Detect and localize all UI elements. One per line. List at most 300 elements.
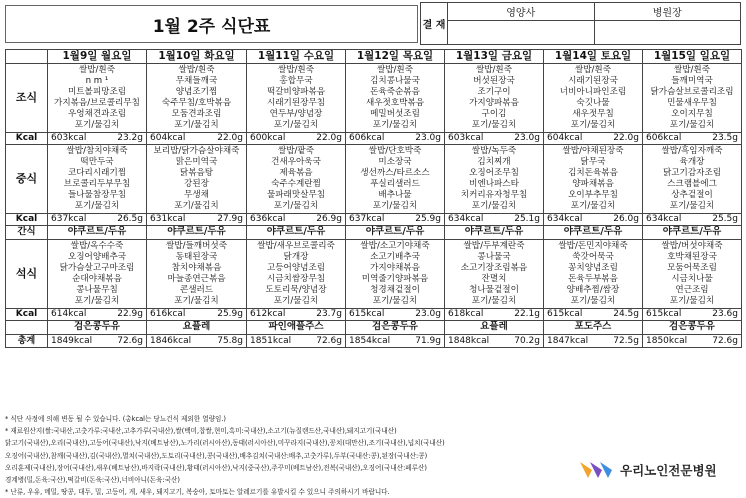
kcal-values — [445, 133, 543, 144]
approval-sign-director[interactable] — [594, 21, 741, 45]
menu-item: 시래기된장국 — [568, 76, 618, 87]
total-kcal: 1850kcal — [646, 335, 688, 346]
menu-item: 가지볶음/브로콜리무침 — [54, 98, 140, 108]
kcal-value: 634kcal — [448, 214, 484, 225]
extras-row — [6, 321, 742, 335]
menu-item: 메밀버섯조림 — [370, 108, 420, 119]
total-protein: 72.6g — [316, 335, 342, 346]
menu-item: 모둠어묵조림 — [667, 263, 717, 274]
kcal-values — [147, 214, 246, 225]
kcal-values — [346, 133, 444, 144]
menu-item: 동태된장국 — [175, 252, 218, 263]
menu-item: 포기/물김치 — [471, 119, 517, 130]
kcal-value: 616kcal — [150, 309, 186, 320]
dinner-menu-cell — [48, 240, 147, 309]
snack-cell: 야쿠르트/두유 — [147, 226, 247, 240]
menu-item: 양파채볶음 — [572, 179, 614, 189]
corner-cell — [6, 50, 48, 64]
breakfast-kcal-cell — [643, 133, 742, 145]
protein-value: 23.7g — [316, 309, 342, 320]
protein-value: 27.9g — [217, 214, 243, 225]
dinner-kcal-cell — [544, 309, 643, 321]
total-kcal: 1851kcal — [250, 335, 292, 346]
day-header: 1월15일 일요일 — [643, 50, 742, 64]
breakfast-kcal-row — [6, 133, 742, 145]
menu-item: 우엉채견과조림 — [67, 108, 127, 119]
menu-item: 쌀밥/흑임자깨죽 — [661, 146, 723, 157]
protein-value: 22.0g — [316, 133, 342, 144]
dinner-menu-cell — [643, 240, 742, 309]
menu-item: 새우젓호박볶음 — [365, 98, 425, 108]
menu-item: 쌀밥/돈민지야채죽 — [558, 241, 628, 252]
breakfast-kcal-cell — [48, 133, 147, 145]
menu-item: 포기/물김치 — [669, 119, 715, 130]
menu-item: 포기/물김치 — [372, 295, 418, 306]
total-values — [643, 336, 741, 347]
protein-value: 23.2g — [117, 133, 143, 144]
total-kcal: 1846kcal — [150, 335, 192, 346]
dinner-menu-cell — [247, 240, 346, 309]
kcal-value: 631kcal — [150, 214, 186, 225]
menu-item: 쌀밥/흰죽 — [277, 65, 315, 76]
menu-item: 호박채된장국 — [667, 252, 717, 263]
kcal-values — [48, 133, 146, 144]
extras-cell: 검은콩두유 — [346, 321, 445, 335]
total-values — [147, 336, 246, 347]
menu-item: 쌀밥/들깨버섯죽 — [165, 241, 227, 252]
menu-item: 포기/물김치 — [570, 295, 616, 306]
menu-item: 미트볼피망조림 — [67, 87, 127, 98]
menu-item: 돈육두부볶음 — [568, 274, 618, 284]
menu-item: 푸실리샐러드 — [370, 179, 420, 189]
dinner-menu-cell — [346, 240, 445, 309]
note-line: * 식단 사정에 의해 변동 될 수 있습니다. (총kcal는 당뇨건식 제외한 열량임.) — [5, 415, 226, 423]
menu-item: 맑은미역국 — [175, 157, 218, 168]
total-kcal: 1847kcal — [547, 335, 589, 346]
total-kcal: 1848kcal — [448, 335, 490, 346]
approval-box — [420, 2, 741, 45]
menu-item: 브로콜리두부무침 — [63, 179, 131, 189]
dinner-kcal-row — [6, 309, 742, 321]
menu-item: 쌀밥/녹두죽 — [471, 146, 517, 157]
total-protein: 70.2g — [514, 335, 540, 346]
protein-value: 23.0g — [514, 133, 540, 144]
menu-item: 쌀밥/참치야채죽 — [66, 146, 128, 157]
kcal-values — [247, 133, 345, 144]
protein-value: 23.5g — [712, 133, 738, 144]
menu-item: 포기/물김치 — [273, 295, 319, 306]
menu-item: 오이지무침 — [671, 108, 713, 119]
menu-item: 건새우아욱국 — [271, 157, 321, 168]
lunch-kcal-row — [6, 214, 742, 226]
kcal-value: 615kcal — [646, 309, 682, 320]
breakfast-kcal-cell — [247, 133, 346, 145]
note-line: 경계병(밀,돈육:국산),떡갈비(돈육:국산),너비아니(돈육:국산) — [5, 476, 180, 485]
menu-item: 포기/물김치 — [174, 200, 219, 211]
menu-item: 포기/물김치 — [273, 119, 319, 130]
menu-item: 포기/물김치 — [570, 200, 616, 211]
menu-item: 쌀밥/흰죽 — [376, 65, 414, 76]
extras-cell: 요플레 — [147, 321, 247, 335]
menu-item: 포기/물김치 — [74, 119, 120, 130]
menu-item: 닭가슴살브로콜리조림 — [650, 87, 734, 98]
kcal-values — [346, 214, 444, 225]
menu-item: 쌀밥/흰죽 — [78, 65, 116, 76]
total-values — [346, 336, 444, 347]
kcal-values — [48, 309, 146, 320]
kcal-value: 618kcal — [448, 309, 484, 320]
note-line: 오징어(국내산),참깨(국내산),김(국내산),멸치(국내산),도토리(국내산),콩(국내산),배추김치(국내산:배추,고춧가루),두부(국내산:콩),된장(국내산:콩) — [5, 451, 428, 460]
menu-item: 미소장국 — [378, 157, 412, 168]
total-values — [445, 336, 543, 347]
lunch-menu-cell — [544, 145, 643, 214]
dinner-menu-cell — [147, 240, 247, 309]
menu-item: 들깨미역국 — [671, 76, 713, 87]
extras-label-cell — [6, 321, 48, 335]
kcal-value: 634kcal — [646, 214, 682, 225]
snack-cell: 야쿠르트/두유 — [247, 226, 346, 240]
menu-item: 스크램블에그 — [667, 179, 717, 189]
total-cell — [247, 335, 346, 348]
menu-item: 포기/물김치 — [372, 200, 418, 211]
breakfast-kcal-cell — [147, 133, 247, 145]
menu-item: 연근조림 — [675, 284, 709, 295]
menu-table — [5, 49, 742, 348]
kcal-value: 600kcal — [250, 133, 286, 144]
kcal-value: 603kcal — [448, 133, 484, 144]
protein-value: 26.5g — [117, 214, 143, 225]
menu-item: 쌀밥/흰죽 — [574, 65, 612, 76]
protein-value: 25.9g — [415, 214, 441, 225]
protein-value: 26.0g — [613, 214, 639, 225]
menu-item: 쌀밥/야채된장죽 — [562, 146, 624, 157]
breakfast-menu-cell — [247, 64, 346, 133]
total-kcal: 1854kcal — [349, 335, 391, 346]
kcal-values — [147, 309, 246, 320]
total-cell — [346, 335, 445, 348]
approval-label: 결 재 — [421, 3, 448, 45]
breakfast-kcal-cell — [346, 133, 445, 145]
kcal-value: 604kcal — [547, 133, 583, 144]
day-header: 1월10일 화요일 — [147, 50, 247, 64]
total-cell — [544, 335, 643, 348]
menu-item: 쌀밥/새우브로콜리죽 — [257, 241, 335, 252]
dinner-kcal-cell — [147, 309, 247, 321]
menu-item: 너비아니파인조림 — [559, 87, 627, 98]
dinner-kcal-cell — [346, 309, 445, 321]
menu-title-box — [5, 5, 418, 43]
protein-value: 22.0g — [613, 133, 639, 144]
protein-value: 24.5g — [613, 309, 639, 320]
kcal-values — [544, 309, 642, 320]
total-row — [6, 335, 742, 348]
menu-item: 오징어양배추국 — [67, 252, 127, 263]
kcal-values — [544, 133, 642, 144]
lunch-kcal-cell — [48, 214, 147, 226]
breakfast-row — [6, 64, 742, 133]
menu-item: 미역줄기양파볶음 — [361, 274, 429, 284]
menu-item: n m ¹ — [85, 76, 109, 87]
lunch-kcal-cell — [544, 214, 643, 226]
total-kcal: 1849kcal — [51, 335, 93, 346]
menu-item: 닭가슴살고구마조림 — [59, 263, 135, 274]
menu-item: 김치돈육볶음 — [568, 168, 618, 179]
menu-item: 김치찌개 — [477, 157, 511, 168]
lunch-kcal-cell — [147, 214, 247, 226]
hospital-name: 우리노인전문병원 — [620, 463, 717, 478]
kcal-value: 637kcal — [51, 214, 87, 225]
snack-cell: 야쿠르트/두유 — [48, 226, 147, 240]
menu-item: 콩나물국 — [477, 252, 511, 263]
total-cell — [48, 335, 147, 348]
menu-item: 순대야채볶음 — [72, 274, 122, 284]
menu-item: 콘샐러드 — [179, 284, 214, 295]
menu-item: 고등어양념조림 — [266, 263, 326, 274]
snack-cell: 야쿠르트/두유 — [445, 226, 544, 240]
menu-item: 쌀밥/단호박죽 — [368, 146, 422, 157]
kcal-values — [346, 309, 444, 320]
kcal-values — [445, 214, 543, 225]
protein-value: 25.9g — [217, 309, 243, 320]
menu-item: 쌀밥/팥죽 — [277, 146, 315, 157]
extras-cell: 포도주스 — [544, 321, 643, 335]
hospital-logo-icon — [578, 459, 614, 481]
menu-item: 소고기장조림볶음 — [460, 263, 528, 274]
dinner-row — [6, 240, 742, 309]
total-protein: 72.6g — [117, 335, 143, 346]
kcal-label: Kcal — [6, 133, 48, 145]
kcal-value: 615kcal — [547, 309, 583, 320]
kcal-values — [147, 133, 246, 144]
menu-item: 포기/물김치 — [174, 119, 219, 130]
protein-value: 23.0g — [415, 133, 441, 144]
snack-cell: 야쿠르트/두유 — [643, 226, 742, 240]
menu-item: 상추겉절이 — [671, 189, 713, 200]
menu-item: 가지야채볶음 — [370, 263, 420, 274]
total-protein: 75.8g — [217, 335, 243, 346]
approval-header-dietitian: 영양사 — [448, 3, 595, 21]
kcal-values — [643, 214, 741, 225]
total-values — [48, 336, 146, 347]
protein-value: 22.1g — [514, 309, 540, 320]
note-line: 닭고기(국내산),오리(국내산),고등어(국내산),낙지(베트남산),노가리(러시아산),동태(러시아산),미꾸라지(국내산),꽁치(대만산),조기(국내산),넙치(국내산) — [5, 439, 445, 448]
protein-value: 26.9g — [316, 214, 342, 225]
menu-item: 숙주수계란찜 — [271, 179, 321, 189]
menu-item: 잔멸치 — [481, 274, 507, 284]
menu-item: 시래기된장무침 — [266, 98, 326, 108]
menu-item: 육개장 — [679, 157, 705, 168]
menu-item: 쌀밥/흰죽 — [673, 65, 711, 76]
menu-item: 물파래맛살무침 — [266, 189, 326, 200]
breakfast-label: 조식 — [6, 64, 48, 133]
lunch-menu-cell — [643, 145, 742, 214]
note-line: * 재료원산지(쌀:국내산,고춧가루:국내산,고추가루(국내산),쌀(백미,찹쌀,현미,흑미:국내산),소고기(뉴질랜드산,국내산),돼지고기(국내산) — [5, 427, 397, 436]
menu-item: 포기/물김치 — [669, 200, 715, 211]
breakfast-menu-cell — [643, 64, 742, 133]
total-protein: 72.6g — [712, 335, 738, 346]
menu-item: 무채들깨국 — [175, 76, 218, 87]
hospital-logo — [578, 459, 717, 481]
menu-item: 포기/물김치 — [74, 295, 120, 306]
notes-section — [5, 413, 565, 498]
kcal-value: 604kcal — [150, 133, 186, 144]
kcal-values — [643, 309, 741, 320]
kcal-value: 603kcal — [51, 133, 87, 144]
menu-item: 포기/물김치 — [372, 119, 418, 130]
menu-item: 코다리시래기찜 — [67, 168, 127, 179]
kcal-values — [544, 214, 642, 225]
menu-item: 포기/물김치 — [471, 200, 517, 211]
day-header-row — [6, 50, 742, 64]
menu-item: 조기구이 — [477, 87, 511, 98]
total-cell — [147, 335, 247, 348]
menu-item: 포기/물김치 — [669, 295, 715, 306]
menu-item: 제육볶음 — [279, 168, 313, 179]
dinner-kcal-cell — [643, 309, 742, 321]
menu-item: 닭개장 — [283, 252, 309, 263]
total-protein: 72.5g — [613, 335, 639, 346]
menu-item: 치커리유자청무침 — [460, 189, 528, 200]
lunch-kcal-cell — [247, 214, 346, 226]
kcal-label: Kcal — [6, 309, 48, 321]
menu-item: 마늘종연근볶음 — [167, 274, 226, 284]
kcal-value: 614kcal — [51, 309, 87, 320]
menu-item: 오징어조무침 — [469, 168, 519, 179]
menu-item: 포기/물김치 — [471, 295, 517, 306]
menu-item: 무생채 — [184, 189, 209, 200]
menu-item: 포기/물김치 — [273, 200, 319, 211]
approval-sign-dietitian[interactable] — [448, 21, 595, 45]
menu-item: 시금치나물 — [671, 274, 713, 284]
lunch-kcal-cell — [346, 214, 445, 226]
menu-item: 보리밥/닭가슴살야채죽 — [153, 146, 240, 157]
snack-cell: 야쿠르트/두유 — [544, 226, 643, 240]
menu-item: 민물새우무침 — [667, 98, 717, 108]
menu-item: 떡만두국 — [80, 157, 114, 168]
breakfast-kcal-cell — [544, 133, 643, 145]
protein-value: 23.6g — [712, 309, 738, 320]
menu-item: 가지양파볶음 — [469, 98, 519, 108]
menu-item: 참치야채볶음 — [171, 263, 222, 274]
menu-item: 구이김 — [481, 108, 507, 119]
lunch-label: 중식 — [6, 145, 48, 214]
menu-item: 강된장 — [184, 179, 209, 189]
breakfast-menu-cell — [445, 64, 544, 133]
menu-item: 콩나물무침 — [76, 284, 118, 295]
menu-item: 청경채겉절이 — [370, 284, 420, 295]
dinner-kcal-cell — [247, 309, 346, 321]
menu-item: 양배추찜/쌈장 — [566, 284, 620, 295]
kcal-value: 612kcal — [250, 309, 286, 320]
lunch-menu-cell — [147, 145, 247, 214]
protein-value: 25.5g — [712, 214, 738, 225]
dinner-menu-cell — [445, 240, 544, 309]
menu-item: 닭볶음탕 — [179, 168, 214, 179]
day-header: 1월12일 목요일 — [346, 50, 445, 64]
kcal-label: Kcal — [6, 214, 48, 226]
total-values — [544, 336, 642, 347]
menu-item: 청나물겉절이 — [469, 284, 519, 295]
dinner-kcal-cell — [48, 309, 147, 321]
approval-table — [420, 2, 741, 45]
menu-item: 닭무국 — [580, 157, 606, 168]
menu-item: 연두부/양념장 — [269, 108, 323, 119]
kcal-value: 606kcal — [349, 133, 385, 144]
dinner-kcal-cell — [445, 309, 544, 321]
day-header: 1월14일 토요일 — [544, 50, 643, 64]
snack-row — [6, 226, 742, 240]
extras-cell: 검은콩두유 — [48, 321, 147, 335]
note-line: 오리훈제(국내산),장어(국내산),새우(베트남산),바지락(국내산),황태(러시아산),낙지(중국산),주꾸미(베트남산),전복(국내산),오징어(국내산:페루산) — [5, 463, 427, 472]
approval-header-director: 병원장 — [594, 3, 741, 21]
menu-item: 쌀밥/소고기야채죽 — [360, 241, 430, 252]
kcal-values — [247, 309, 345, 320]
snack-cell: 야쿠르트/두유 — [346, 226, 445, 240]
kcal-value: 637kcal — [349, 214, 385, 225]
menu-item: 배추나물 — [378, 189, 412, 200]
menu-item: 돈육죽순볶음 — [370, 87, 420, 98]
menu-item: 쌀밥/버섯야채죽 — [661, 241, 723, 252]
kcal-values — [247, 214, 345, 225]
note-line: * 난류, 우유, 메밀, 땅콩, 대두, 밀, 고등어, 게, 새우, 돼지고기, 복숭아, 토마토는 알레르기를 유발시킬 수 있으니 주의하시기 바랍니다. — [5, 488, 390, 497]
kcal-value: 634kcal — [547, 214, 583, 225]
menu-item: 양념조기찜 — [175, 87, 218, 98]
menu-item: 새우젓무침 — [572, 108, 614, 119]
protein-value: 22.0g — [217, 133, 243, 144]
menu-item: 포기/물김치 — [74, 200, 120, 211]
kcal-values — [48, 214, 146, 225]
menu-item: 쑥갓어묵국 — [572, 252, 614, 263]
menu-item: 들나물참장무침 — [67, 189, 127, 200]
menu-item: 오이부추무침 — [568, 189, 618, 200]
lunch-row — [6, 145, 742, 214]
day-header: 1월9일 월요일 — [48, 50, 147, 64]
extras-cell: 파인애플주스 — [247, 321, 346, 335]
lunch-menu-cell — [445, 145, 544, 214]
lunch-kcal-cell — [445, 214, 544, 226]
total-cell — [643, 335, 742, 348]
menu-item: 닭고기감자조림 — [662, 168, 722, 179]
menu-item: 쌀밥/두부계란죽 — [463, 241, 525, 252]
menu-item: 생선까스/타르소스 — [360, 168, 430, 179]
menu-item: 쌀밥/흰죽 — [475, 65, 513, 76]
protein-value: 25.1g — [514, 214, 540, 225]
menu-item: 꽁치양념조림 — [568, 263, 618, 274]
kcal-value: 606kcal — [646, 133, 682, 144]
snack-label: 간식 — [6, 226, 48, 240]
total-protein: 71.9g — [415, 335, 441, 346]
menu-item: 버섯된장국 — [473, 76, 515, 87]
page-title: 1월 2주 식단표 — [152, 16, 271, 37]
lunch-menu-cell — [346, 145, 445, 214]
kcal-value: 615kcal — [349, 309, 385, 320]
breakfast-menu-cell — [346, 64, 445, 133]
menu-item: 포기/물김치 — [174, 295, 219, 306]
protein-value: 23.0g — [415, 309, 441, 320]
dinner-menu-cell — [544, 240, 643, 309]
breakfast-kcal-cell — [445, 133, 544, 145]
total-cell — [445, 335, 544, 348]
dinner-label: 석식 — [6, 240, 48, 309]
breakfast-menu-cell — [147, 64, 247, 133]
menu-item: 숙깃나물 — [576, 98, 610, 108]
lunch-menu-cell — [247, 145, 346, 214]
breakfast-menu-cell — [48, 64, 147, 133]
menu-item: 모둠견과조림 — [171, 108, 222, 119]
total-label: 총계 — [6, 335, 48, 348]
menu-item: 비엔나파스타 — [469, 179, 519, 189]
kcal-values — [643, 133, 741, 144]
